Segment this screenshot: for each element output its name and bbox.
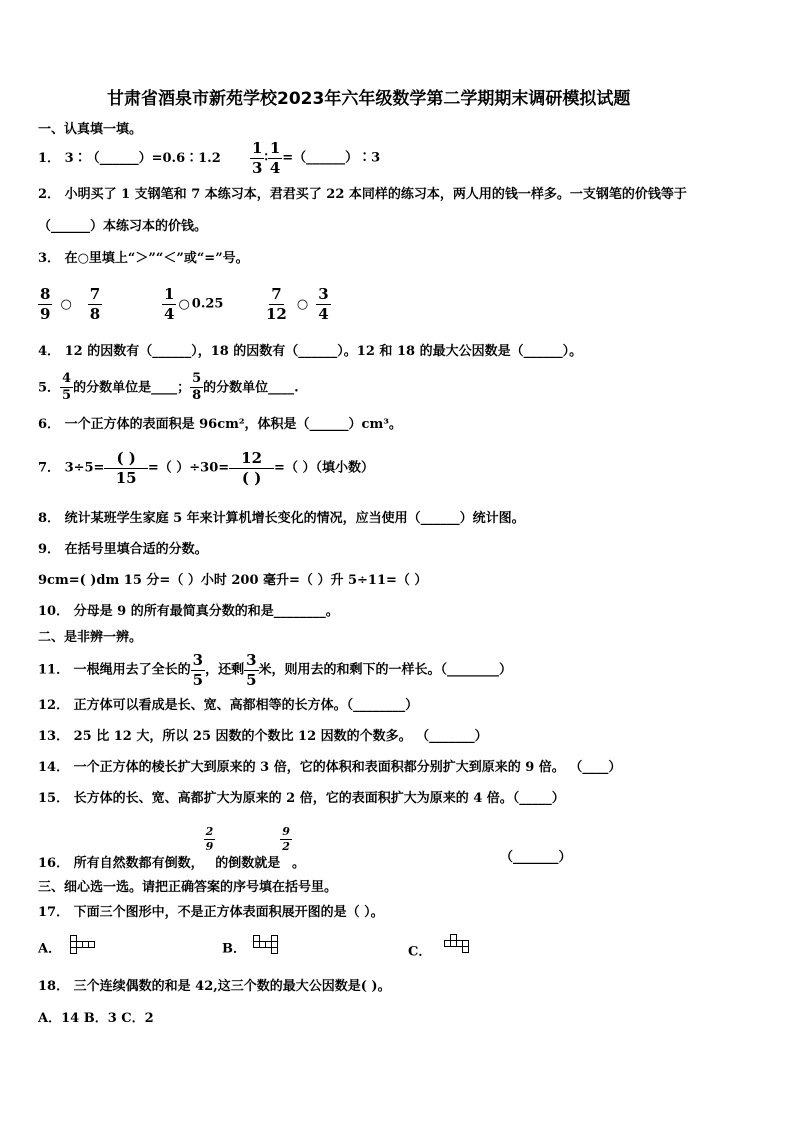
cube-net-a-icon: [66, 940, 106, 954]
compare-circle: ○: [60, 296, 72, 312]
question-3-compare-1: [38, 286, 102, 322]
fraction: $\frac{12}{( )}$: [229, 450, 274, 486]
question-16: 16． 所有自然数都有倒数， $\frac{2}{9}$ 的倒数就是 $\frac{9}{2}$ 。: [38, 825, 305, 872]
compare-circle: ○: [296, 296, 309, 312]
fraction: $\frac{1}{4}$: [269, 139, 281, 177]
question-7: 7． 3÷5= $\frac{( )}{15}$ =（ ）÷30= $\frac{12}{( )}$ =（ ）（填小数）: [38, 449, 374, 487]
question-18: 18． 三个连续偶数的和是 42,这三个数的最大公因数是( )。: [38, 979, 391, 994]
question-2-line-2: （______）本练习本的价钱。: [38, 219, 208, 234]
question-10: 10． 分母是 9 的所有最简真分数的和是________。: [38, 604, 339, 619]
fraction: $\frac{5}{8}$: [192, 371, 202, 404]
question-9-line: 9cm=( )dm 15 分=（ ）小时 200 毫升=（ ）升 5÷11=（ ）: [38, 573, 428, 588]
fraction: $\frac{3}{4}$: [318, 285, 329, 323]
fraction: $\frac{8}{9}$: [40, 285, 51, 323]
fraction: $\frac{3}{5}$: [246, 651, 257, 689]
fraction: $\frac{7}{12}$: [266, 285, 287, 323]
question-9: 9． 在括号里填合适的分数。: [38, 542, 208, 557]
question-3: 3． 在○里填上“＞”“＜”或“=”号。: [38, 251, 249, 266]
question-18-options[interactable]: A．14 B．3 C．2: [38, 1011, 154, 1026]
section-heading-2: 二、是非辨一辨。: [38, 630, 143, 645]
section-heading-3: 三、细心选一选。请把正确答案的序号填在括号里。: [38, 880, 338, 895]
question-15: 15． 长方体的长、宽、高都扩大为原来的 2 倍，它的表面积扩大为原来的 4 倍。（_____）: [38, 791, 565, 806]
question-1-part-a: 1． 3∶（______）=0.6∶1.2: [38, 151, 221, 166]
question-4: 4． 12 的因数有（______），18 的因数有（______）。12 和 18 的最大公因数是（______）。: [38, 344, 583, 359]
question-11: 11． 一根绳用去了全长的 $\frac{3}{5}$ ，还剩 $\frac{3}{5}$ 米，则用去的和剩下的一样长。（________）: [38, 651, 513, 689]
question-14: 14． 一个正方体的棱长扩大到原来的 3 倍，它的体积和表面积都分别扩大到原来的 9 倍。 （____）: [38, 760, 622, 775]
option-b-label: B．: [222, 941, 246, 957]
option-c[interactable]: [408, 942, 484, 962]
option-a[interactable]: [38, 942, 106, 956]
option-a-label: A．: [38, 941, 62, 957]
fraction: $\frac{4}{5}$: [62, 371, 72, 404]
fraction: $\frac{7}{8}$: [89, 285, 101, 323]
cube-net-c-icon: [436, 940, 484, 960]
section-heading-1: 一、认真填一填。: [38, 122, 143, 137]
fraction: $\frac{9}{2}$: [282, 825, 290, 854]
question-3-compare-3: [264, 286, 331, 322]
question-2-line-1: 2． 小明买了 1 支钢笔和 7 本练习本，君君买了 22 本同样的练习本，两人用的钱一样多。一支钢笔的价钱等于: [38, 187, 687, 202]
question-1-part-b-tail: =（______）∶3: [282, 150, 381, 166]
question-12: 12． 正方体可以看成是长、宽、高都相等的长方体。（________）: [38, 698, 419, 713]
question-1-part-b: $\frac{1}{3}$ ∶ $\frac{1}{4}$ =（______）∶3: [252, 139, 381, 177]
option-c-label: C．: [408, 944, 432, 960]
question-16-blank: （_______）: [500, 850, 572, 865]
question-5: 5． $\frac{4}{5}$ 的分数单位是____； $\frac{5}{8}$ 的分数单位____.: [38, 371, 299, 404]
question-3-compare-2: $\frac{1}{4}$ ○ 0.25: [164, 285, 224, 323]
page-title: 甘肃省酒泉市新苑学校2023年六年级数学第二学期期末调研模拟试题: [107, 89, 631, 109]
fraction: $\frac{3}{5}$: [192, 651, 204, 689]
question-6: 6． 一个正方体的表面积是 96cm²，体积是（______）cm³。: [38, 417, 402, 432]
question-17: 17． 下面三个图形中，不是正方体表面积展开图的是（ ）。: [38, 905, 384, 920]
compare-circle: ○: [178, 296, 190, 312]
fraction: $\frac{1}{4}$: [164, 285, 175, 323]
option-b[interactable]: [222, 942, 293, 956]
fraction: $\frac{2}{9}$: [205, 825, 214, 854]
fraction: $\frac{1}{3}$: [252, 139, 263, 177]
question-13: 13． 25 比 12 大，所以 25 因数的个数比 12 因数的个数多。 （_______）: [38, 729, 488, 744]
cube-net-b-icon: [251, 940, 293, 954]
question-8: 8． 统计某班学生家庭 5 年来计算机增长变化的情况，应当使用（______）统计图。: [38, 511, 525, 526]
question-1: [38, 152, 221, 165]
fraction: $\frac{( )}{15}$: [104, 450, 147, 486]
